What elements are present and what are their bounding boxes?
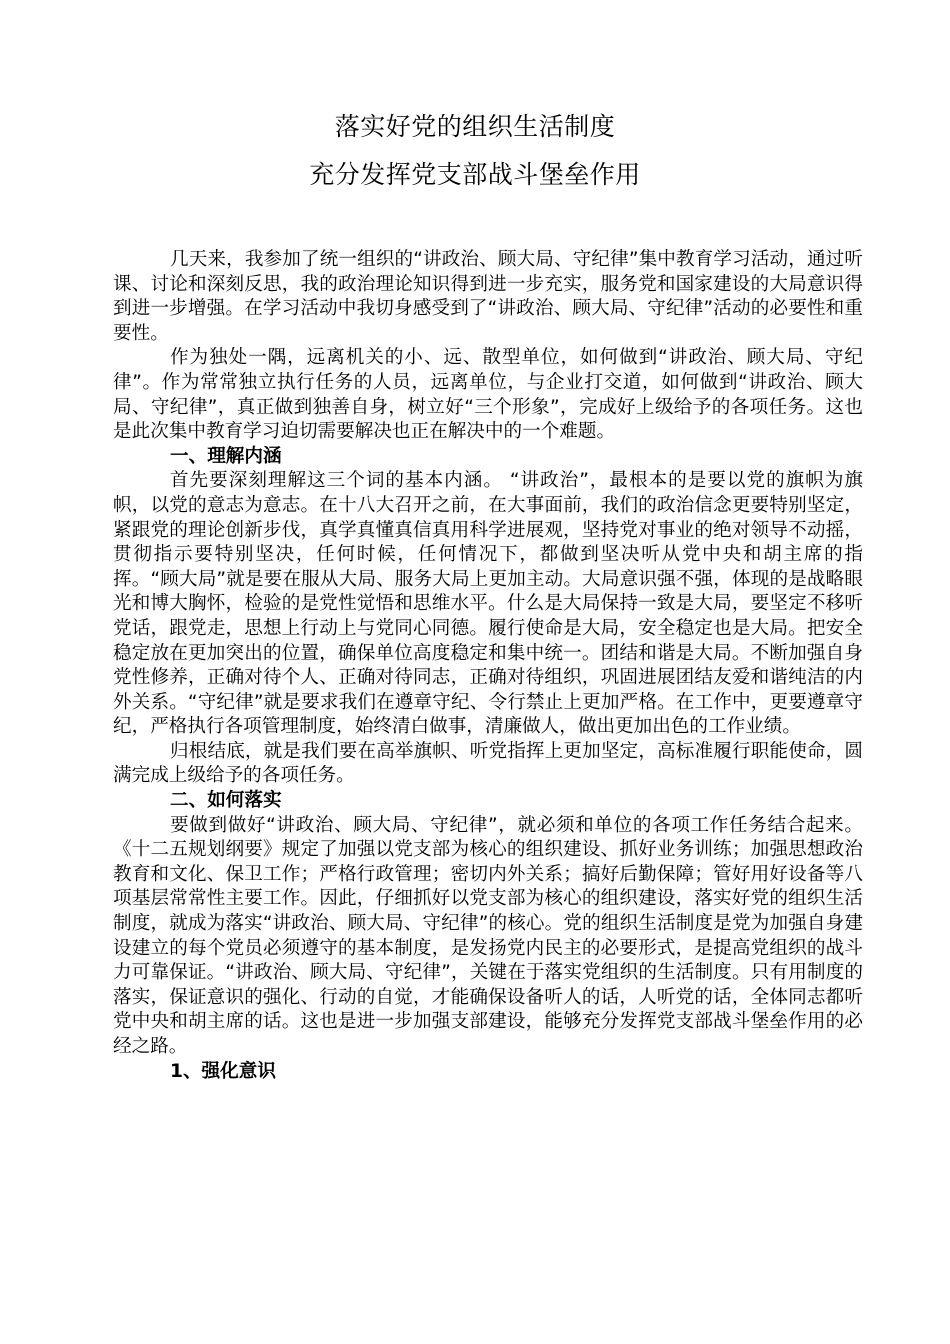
section-heading: 二、如何落实 bbox=[170, 790, 282, 812]
paragraph: 几天来，我参加了统一组织的“讲政治、顾大局、守纪律”集中教育学习活动，通过听课、讨论和深刻反思，我的政治理论知识得到进一步充实，服务党和国家建设的大局意识得到进一步增强。在学习活动中我切身感受到了“讲政治、顾大局、守纪律”活动的必要性和重要性。 bbox=[113, 249, 863, 344]
paragraph: 首先要深刻理解这三个词的基本内涵。 “讲政治”，最根本的是要以党的旗帜为旗帜，以党的意志为意志。在十八大召开之前，在大事面前，我们的政治信念更要特别坚定，紧跟党的理论创新步伐，真学真懂真信真用科学进展观，坚持党对事业的绝对领导不动摇，贯彻指示要特别坚决，任何时候，任何情况下，都做到坚决听从党中央和胡主席的指挥。“顾大局”就是要在服从大局、服务大局上更加主动。大局意识强不强，体现的是战略眼光和博大胸怀，检验的是党性觉悟和思维水平。什么是大局保持一致是大局，要坚定不移听党话，跟党走，思想上行动上与党同心同德。履行使命是大局，安全稳定也是大局。把安全稳定放在更加突出的位置，确保单位高度稳定和集中统一。团结和谐是大局。不断加强自身党性修养，正确对待个人、正确对待同志，正确对待组织，巩固进展团结友爱和谐纯洁的内外关系。“守纪律”就是要求我们在遵章守纪、令行禁止上更加严格。在工作中，更要遵章守纪，严格执行各项管理制度，始终清白做事，清廉做人，做出更加出色的工作业绩。 bbox=[113, 470, 863, 738]
document-title-line-1: 落实好党的组织生活制度 bbox=[334, 112, 616, 141]
section-heading: 一、理解内涵 bbox=[170, 445, 282, 467]
document-body bbox=[113, 248, 863, 1084]
document-title-line-2: 充分发挥党支部战斗堡垒作用 bbox=[309, 160, 641, 189]
subsection-heading: 1、强化意识 bbox=[170, 1060, 276, 1082]
paragraph: 作为独处一隅，远离机关的小、远、散型单位，如何做到“讲政治、顾大局、守纪律”。作为常常独立执行任务的人员，远离单位，与企业打交道，如何做到“讲政治、顾大局、守纪律”，真正做到独善自身，树立好“三个形象”，完成好上级给予的各项任务。这也是此次集中教育学习迫切需要解决也正在解决中的一个难题。 bbox=[113, 347, 863, 443]
paragraph: 要做到做好“讲政治、顾大局、守纪律”，就必须和单位的各项工作任务结合起来。《十二五规划纲要》规定了加强以党支部为核心的组织建设、抓好业务训练；加强思想政治教育和文化、保卫工作；严格行政管理；密切内外关系；搞好后勤保障；管好用好设备等八项基层常常性主要工作。因此，仔细抓好以党支部为核心的组织建设，落实好党的组织生活制度，就成为落实“讲政治、顾大局、守纪律”的核心。党的组织生活制度是党为加强自身建设建立的每个党员必须遵守的基本制度，是发扬党内民主的必要形式，是提高党组织的战斗力可靠保证。“讲政治、顾大局、守纪律”，关键在于落实党组织的生活制度。只有用制度的落实，保证意识的强化、行动的自觉，才能确保设备听人的话，人听党的话，全体同志都听党中央和胡主席的话。这也是进一步加强支部建设，能够充分发挥党支部战斗堡垒作用的必经之路。 bbox=[113, 814, 863, 1057]
paragraph: 归根结底，就是我们要在高举旗帜、听党指挥上更加坚定，高标准履行职能使命，圆满完成上级给予的各项任务。 bbox=[113, 740, 863, 787]
